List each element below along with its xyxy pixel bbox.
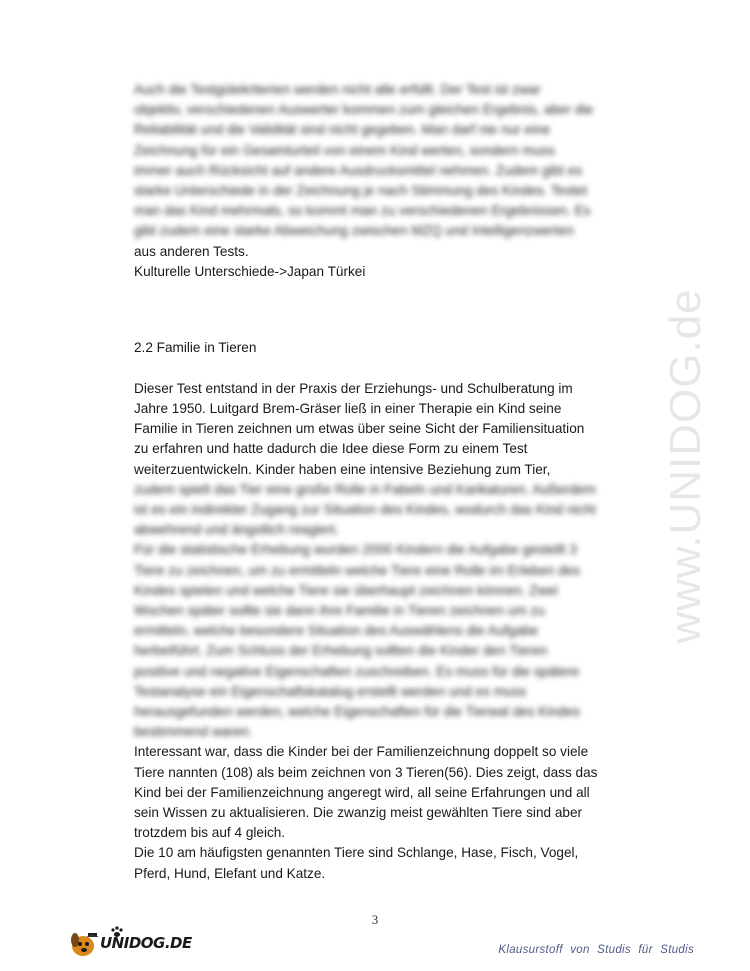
text-line: Dieser Test entstand in der Praxis der Erziehungs- und Schulberatung im: [134, 380, 573, 396]
text-line: Pferd, Hund, Elefant und Katze.: [134, 865, 326, 881]
logo-text: UNIDOG.DE: [100, 934, 192, 952]
text-line: Jahre 1950. Luitgard Brem-Gräser ließ in einer Therapie ein Kind seine: [134, 401, 562, 416]
text-line: Die 10 am häufigsten genannten Tiere sind Schlange, Hase, Fisch, Vogel,: [134, 845, 579, 861]
text-line: immer auch Rücksicht auf andere Ausdrucksmittel nehmen. Zudem gibt es: [134, 162, 583, 178]
text-line: Familie in Tieren zeichnen um etwas über seine Sicht der Familiensituation: [134, 421, 585, 437]
text-line: objektiv, verschiedenen Auswerter kommen zum gleichen Ergebnis, aber die: [134, 102, 594, 118]
unidog-logo: [66, 926, 190, 960]
dog-mascot-icon: [66, 926, 100, 960]
text-line: Interessant war, dass die Kinder bei der Familienzeichnung doppelt so viele: [134, 744, 589, 760]
text-line: ermitteln, welche besondere Situation des Auswählens die Aufgabe: [134, 623, 539, 639]
text-line: abwehrend und ängstlich reagiert.: [134, 522, 339, 538]
text-line: Zeichnung für ein Gesamturteil von einem Kind werten, sondern muss: [134, 142, 555, 158]
text-line: Wochen später sollte sie dann ihre Familie in Tieren zeichnen um zu: [134, 603, 545, 619]
text-line: Kind bei der Familienzeichnung angeregt wird, all seine Erfahrungen und all: [134, 784, 590, 800]
text-line: man das Kind mehrmals, so kommt man zu verschiedenen Ergebnissen. Es: [134, 203, 591, 219]
text-line: zu erfahren und hatte dadurch die Idee diese Form zu einem Test: [134, 441, 528, 457]
text-line: Für die statistische Erhebung wurden 2000 Kindern die Aufgabe gestellt 3: [134, 542, 577, 558]
text-line: trotzdem bis auf 4 gleich.: [134, 825, 286, 841]
text-line: herbeiführt. Zum Schluss der Erhebung sollten die Kinder den Tieren: [134, 643, 548, 659]
text-line: starke Unterschiede in der Zeichnung je nach Stimmung des Kindes. Testet: [134, 183, 588, 199]
text-line: Kindes spielen und welche Tiere sie überhaupt zeichnen können. Zwei: [134, 582, 558, 598]
footer-tagline: Klausurstoff von Studis für Studis: [498, 944, 694, 956]
text-line: bestimmend waren.: [134, 724, 253, 740]
text-line: sein Wissen zu aktualisieren. Die zwanzig meist gewählten Tiere sind aber: [134, 805, 583, 821]
text-line: Tiere zu zeichnen, um zu ermitteln welche Tiere eine Rolle im Erleben des: [134, 562, 581, 578]
text-line: Testanalyse ein Eigenschaftskatalog erstellt werden und es muss: [134, 683, 527, 699]
watermark-text: www.UNIDOG.de: [661, 288, 710, 644]
text-line: ist es ein indirekter Zugang zur Situation des Kindes, wodurch das Kind nicht: [134, 502, 596, 518]
text-line: aus anderen Tests.: [134, 243, 249, 259]
text-line: zudem spielt das Tier eine große Rolle in Fabeln und Karikaturen. Außerdem: [134, 481, 596, 497]
section-heading: 2.2 Familie in Tieren: [134, 340, 257, 356]
text-line: Reliabilität und die Validität sind nicht gegeben. Man darf nie nur eine: [134, 122, 551, 138]
text-line: Tiere nannten (108) als beim zeichnen von 3 Tieren(56). Dies zeigt, dass das: [134, 764, 598, 780]
paragraph-familie-in-tieren: [134, 379, 644, 884]
text-line: herausgefunden werden, welche Eigenschaften für die Tierwal des Kindes: [134, 704, 580, 720]
text-line: gibt zudem eine starke Abweichung zwischen MZQ und Intelligenzwerten: [134, 223, 574, 239]
text-line: positive und negative Eigenschaften zuschreiben. Es muss für die spätere: [134, 663, 580, 679]
text-line: weiterzuentwickeln. Kinder haben eine intensive Beziehung zum Tier,: [134, 461, 551, 477]
text-line: Kulturelle Unterschiede->Japan Türkei: [134, 263, 366, 279]
document-body: [134, 80, 644, 884]
page-number: 3: [371, 912, 379, 927]
paragraph-test-quality: [134, 80, 644, 282]
text-line: Auch die Testgütekriterien werden nicht alle erfüllt. Der Test ist zwar: [134, 82, 541, 97]
